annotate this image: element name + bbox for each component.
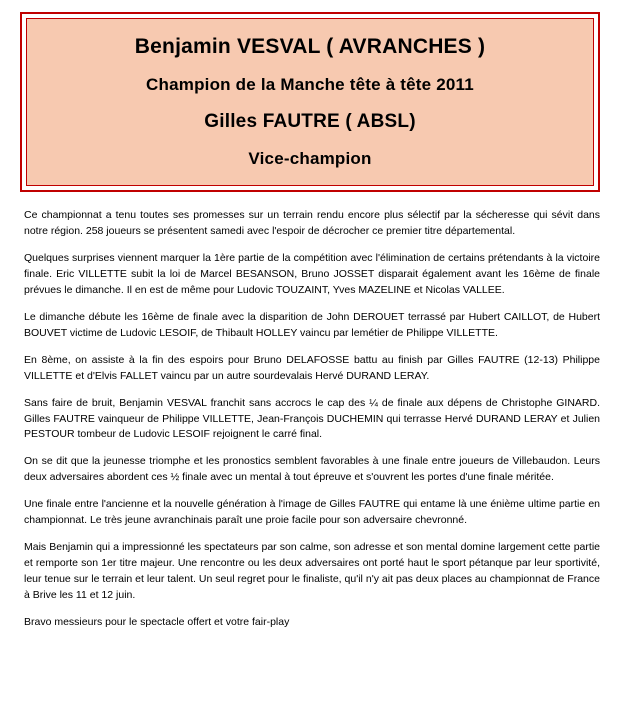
title-banner-inner: [26, 18, 594, 186]
vice-champion-subtitle: Vice-champion: [248, 149, 372, 168]
paragraph: On se dit que la jeunesse triomphe et les pronostics semblent favorables à une finale entre joueurs de Villebaudon. Leurs deux adversaires abordent ces ½ finale avec un mental à tout épreuve et s'ouvrent les portes d'une finale méritée.: [24, 455, 600, 484]
paragraph: Ce championnat a tenu toutes ses promesses sur un terrain rendu encore plus sélectif par la sécheresse qui sévit dans notre région. 258 joueurs se présentent samedi avec l'espoir de décrocher ce premier titre départemental.: [24, 209, 600, 237]
paragraph: Le dimanche débute les 16ème de finale avec la disparition de John DEROUET terrassé par Hubert CAILLOT, de Hubert BOUVET victime de Ludovic LESOIF, de Thibault HOLLEY vaincu par lemétier de Philippe VILLETTE.: [24, 310, 600, 339]
paragraph: Sans faire de bruit, Benjamin VESVAL franchit sans accrocs le cap des ¼ de finale aux dépens de Christophe GINARD. Gilles FAUTRE vainqueur de Philippe VILLETTE, Jean-François DUCHEMIN qui terrasse Hervé DURAND LERAY et Julien PESTOUR tombeur de Ludovic LESOIF rejoignent le carré final.: [24, 396, 600, 441]
article-body: [14, 208, 606, 631]
paragraph: Quelques surprises viennent marquer la 1ère partie de la compétition avec l'élimination de certains prétendants à la victoire finale. Eric VILLETTE subit la loi de Marcel BESANSON, Bruno JOSSET disparait également avant les 16ème de finale prévues le dimanche. Il en est de même pour Ludovic TOUZAINT, Yves MAZELINE et Nicolas VALLEE.: [24, 251, 600, 296]
champion-subtitle: Champion de la Manche tête à tête 2011: [146, 75, 474, 94]
vice-champion-name: Gilles FAUTRE ( ABSL): [204, 111, 416, 132]
closing-paragraph: Bravo messieurs pour le spectacle offert et votre fair-play: [24, 616, 290, 629]
paragraph: En 8ème, on assiste à la fin des espoirs pour Bruno DELAFOSSE battu au finish par Gilles FAUTRE (12-13) Philippe VILLETTE et d'Elvis FALLET vaincu par un autre sourdevalais Hervé DURAND LERAY.: [24, 353, 600, 382]
paragraph: Une finale entre l'ancienne et la nouvelle génération à l'image de Gilles FAUTRE qui entame là une énième ultime partie en championnat. Le très jeune avranchinais paraît une proie facile pour son adversaire chevronné.: [24, 498, 600, 527]
champion-name: Benjamin VESVAL ( AVRANCHES ): [134, 35, 486, 58]
paragraph: Mais Benjamin qui a impressionné les spectateurs par son calme, son adresse et son mental domine largement cette partie et remporte son 1er titre majeur. Une rencontre ou les deux adversaires ont porté haut le sport pétanque par leur sportivité, leur tenue sur le terrain et leur talent. Un seul regret pour le finaliste, qu'il n'y ait pas deux places au championnat de France à Brive les 11 et 12 juin.: [24, 541, 600, 602]
title-banner: [20, 12, 600, 192]
